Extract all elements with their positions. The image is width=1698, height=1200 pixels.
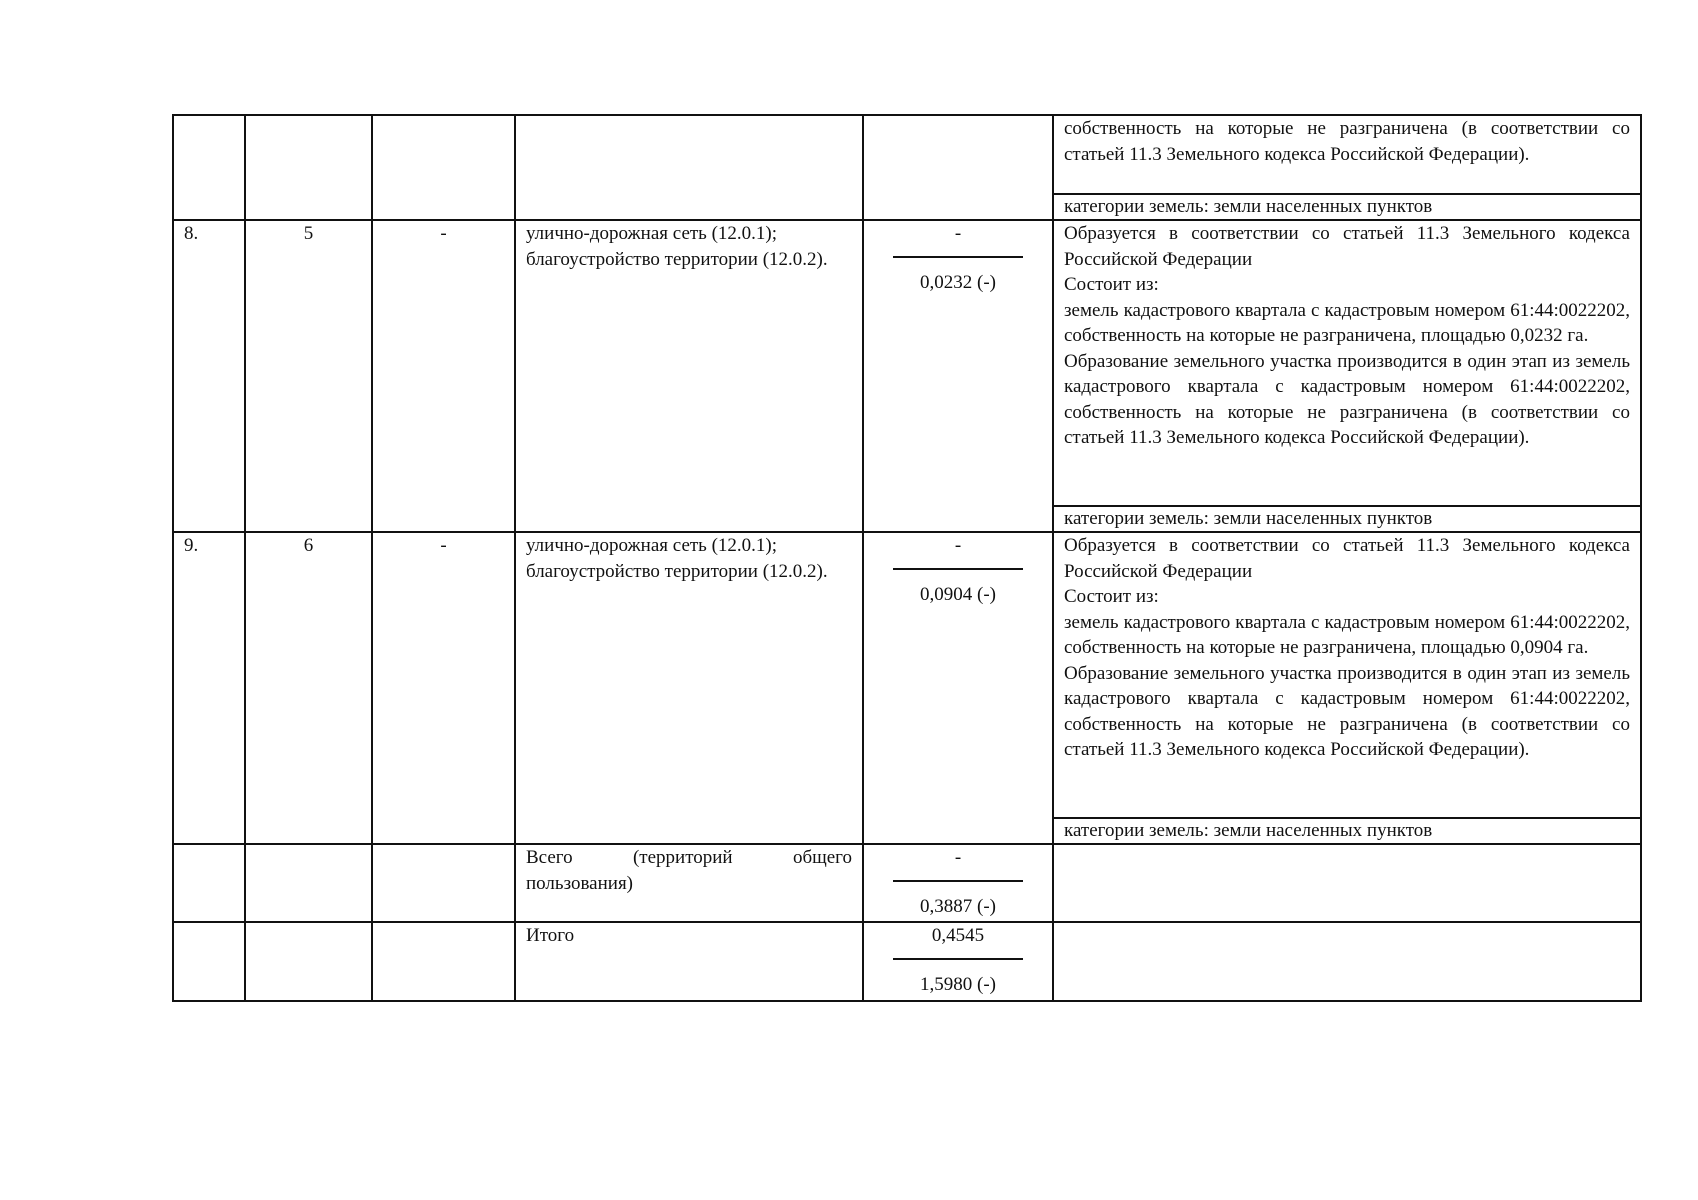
- land-plots-table: [172, 114, 1642, 1002]
- table-cell: [245, 115, 372, 220]
- area-cell: [863, 532, 1053, 844]
- row-number: 9.: [173, 532, 245, 844]
- description-line: земель кадастрового квартала с кадастровым номером 61:44:0022202, собственность на которые не разграничена, площадью 0,0232 га.: [1064, 299, 1630, 346]
- table-row: [173, 220, 1641, 532]
- existing-number: -: [372, 532, 515, 844]
- description-cell: [1053, 220, 1641, 532]
- total-label: Всего (территорий общего пользования): [515, 844, 863, 922]
- fraction-rule: [893, 256, 1023, 258]
- area-denominator: 1,5980 (-): [920, 974, 996, 995]
- existing-number: -: [372, 220, 515, 532]
- fraction-rule: [893, 568, 1023, 570]
- area-cell: [863, 922, 1053, 1001]
- area-denominator: 0,3887 (-): [920, 896, 996, 917]
- description-line: Образуется в соответствии со статьей 11.3 Земельного кодекса Российской Федерации: [1064, 223, 1630, 270]
- description-line: Состоит из:: [1064, 274, 1159, 295]
- description-text: [1054, 221, 1640, 505]
- description-cell: [1053, 532, 1641, 844]
- land-category: категории земель: земли населенных пунктов: [1054, 817, 1640, 843]
- table-cell: [372, 115, 515, 220]
- description-line: Состоит из:: [1064, 586, 1159, 607]
- table-cell: [372, 844, 515, 922]
- area-cell: [863, 844, 1053, 922]
- land-category: категории земель: земли населенных пунктов: [1054, 505, 1640, 531]
- lot-number: 6: [245, 532, 372, 844]
- table-cell: [863, 115, 1053, 220]
- permitted-use: улично-дорожная сеть (12.0.1); благоустройство территории (12.0.2).: [515, 220, 863, 532]
- table-cell: [515, 115, 863, 220]
- description-text: [1054, 533, 1640, 817]
- table-cell: [173, 115, 245, 220]
- table-cell: [245, 844, 372, 922]
- description-line: Образуется в соответствии со статьей 11.3 Земельного кодекса Российской Федерации: [1064, 535, 1630, 582]
- description-cell: [1053, 115, 1641, 220]
- table-cell: [1053, 922, 1641, 1001]
- table-cell: [1053, 844, 1641, 922]
- table-cell: [372, 922, 515, 1001]
- table-cell: [245, 922, 372, 1001]
- area-numerator: -: [954, 535, 962, 556]
- grand-total-label: Итого: [515, 922, 863, 1001]
- area-denominator: 0,0232 (-): [920, 272, 996, 293]
- permitted-use: улично-дорожная сеть (12.0.1); благоустройство территории (12.0.2).: [515, 532, 863, 844]
- lot-number: 5: [245, 220, 372, 532]
- table-row-continued: [173, 115, 1641, 220]
- area-denominator: 0,0904 (-): [920, 584, 996, 605]
- table-row-grand-total: [173, 922, 1641, 1001]
- table-row-total: [173, 844, 1641, 922]
- table-row: [173, 532, 1641, 844]
- fraction-rule: [893, 958, 1023, 960]
- description-line: земель кадастрового квартала с кадастровым номером 61:44:0022202, собственность на которые не разграничена, площадью 0,0904 га.: [1064, 611, 1630, 658]
- fraction-rule: [893, 880, 1023, 882]
- land-category: категории земель: земли населенных пунктов: [1054, 193, 1640, 219]
- description-line: Образование земельного участка производится в один этап из земель кадастрового квартала с кадастровым номером 61:44:0022202, собственность на которые не разграничена (в соответствии со статьей 11.3 Земельного кодекса Российской Федерации).: [1064, 662, 1630, 760]
- description-line: Образование земельного участка производится в один этап из земель кадастрового квартала с кадастровым номером 61:44:0022202, собственность на которые не разграничена (в соответствии со статьей 11.3 Земельного кодекса Российской Федерации).: [1064, 350, 1630, 448]
- area-numerator: -: [954, 223, 962, 244]
- area-cell: [863, 220, 1053, 532]
- area-numerator: -: [954, 847, 962, 868]
- area-numerator: 0,4545: [931, 925, 985, 946]
- row-number: 8.: [173, 220, 245, 532]
- description-text: собственность на которые не разграничена (в соответствии со статьей 11.3 Земельного кодекса Российской Федерации).: [1064, 118, 1630, 165]
- table-cell: [173, 922, 245, 1001]
- table-cell: [173, 844, 245, 922]
